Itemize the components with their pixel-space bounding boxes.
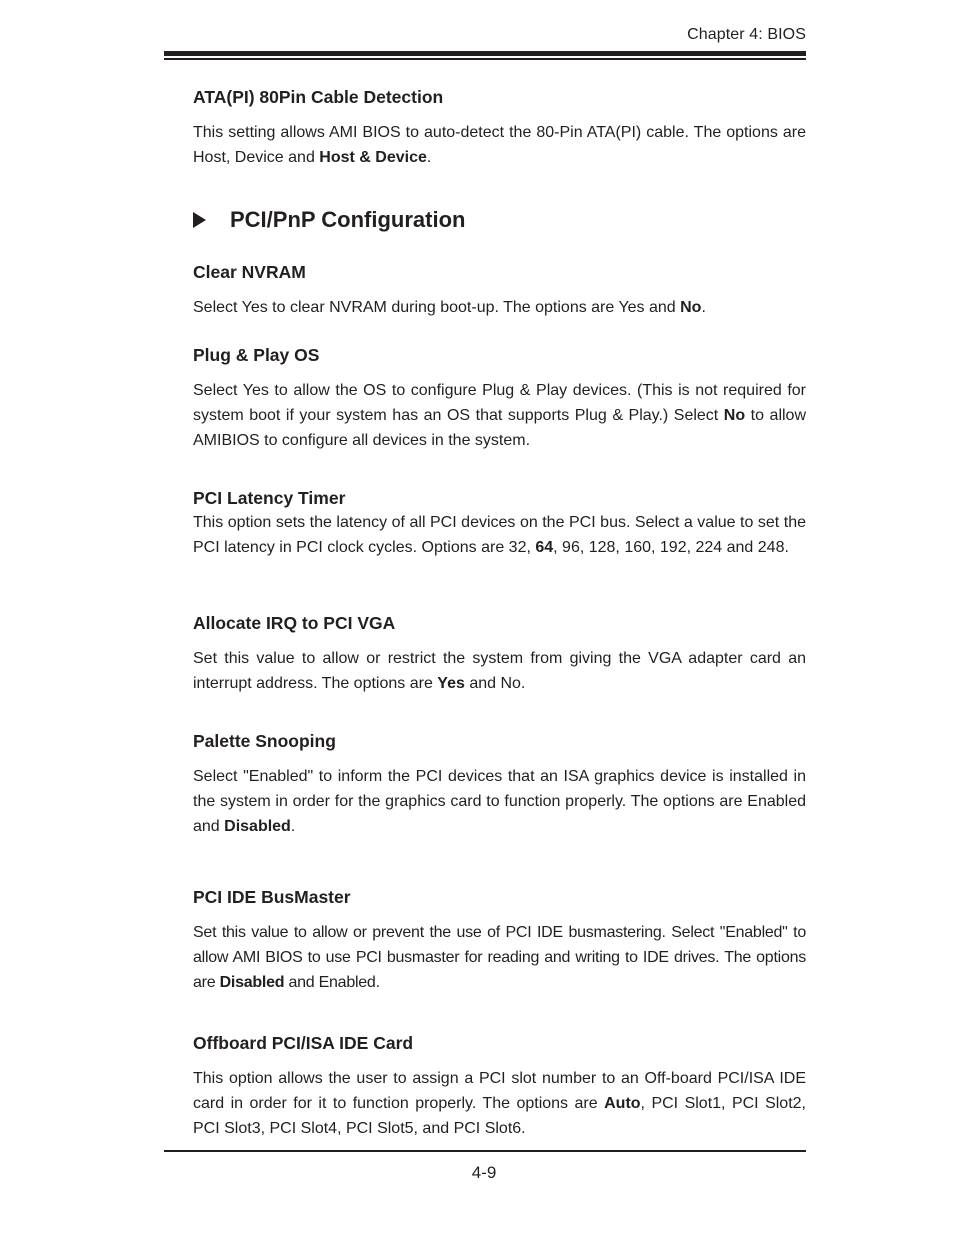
page-number: 4-9 (471, 1163, 497, 1182)
header-rule-thin (164, 58, 806, 60)
section-heading: PCI Latency Timer (193, 488, 346, 508)
section-title-text: PCI/PnP Configuration (230, 207, 466, 232)
section-allocate-irq (193, 612, 806, 696)
default-option: Disabled (219, 974, 285, 991)
section-heading: Allocate IRQ to PCI VGA (193, 613, 396, 633)
section-body: Set this value to allow or restrict the system from giving the VGA adapter card an interrupt address. The options are Yes and No. (193, 650, 806, 692)
section-body: This option sets the latency of all PCI devices on the PCI bus. Select a value to set the PCI latency in PCI clock cycles. Options are 32, 64, 96, 128, 160, 192, 224 and 248. (193, 514, 806, 556)
section-pci-latency-timer (193, 487, 806, 560)
footer-rule (164, 1150, 806, 1152)
default-option: No (680, 299, 702, 316)
section-body: This setting allows AMI BIOS to auto-detect the 80-Pin ATA(PI) cable. The options are Host, Device and Host & Device. (193, 124, 806, 166)
section-heading: Palette Snooping (193, 731, 336, 751)
default-option: Disabled (224, 818, 291, 835)
default-option: 64 (535, 539, 554, 556)
section-body: Select Yes to clear NVRAM during boot-up. The options are Yes and No. (193, 299, 706, 316)
header-rule-thick (164, 51, 806, 56)
section-pci-ide-busmaster (193, 886, 806, 995)
section-plug-play-os (193, 344, 806, 453)
section-palette-snooping (193, 730, 806, 839)
triangle-bullet-icon (193, 212, 206, 228)
section-heading: ATA(PI) 80Pin Cable Detection (193, 87, 444, 107)
default-option: No (723, 407, 746, 424)
chapter-header: Chapter 4: BIOS (687, 26, 806, 43)
section-body: Set this value to allow or prevent the use of PCI IDE busmastering. Select "Enabled" to allow AMI BIOS to use PCI busmaster for reading and writing to IDE drives. The options are Disabled and Enabled. (193, 924, 806, 991)
section-clear-nvram (193, 261, 806, 320)
section-heading: PCI IDE BusMaster (193, 887, 351, 907)
default-option: Auto (604, 1095, 641, 1112)
section-ata-cable-detection (193, 86, 806, 170)
section-body: This option allows the user to assign a PCI slot number to an Off-board PCI/ISA IDE card in order for it to function properly. The options are Auto, PCI Slot1, PCI Slot2, PCI Slot3, PCI Slot4, PCI Slot5, and PCI Slot6. (193, 1070, 806, 1137)
section-heading: Plug & Play OS (193, 345, 320, 365)
section-body: Select "Enabled" to inform the PCI devices that an ISA graphics device is installed in the system in order for the graphics card to function properly. The options are Enabled and Disabled. (193, 768, 806, 835)
section-heading: Clear NVRAM (193, 262, 306, 282)
section-body: Select Yes to allow the OS to configure Plug & Play devices. (This is not required for system boot if your system has an OS that supports Plug & Play.) Select No to allow AMIBIOS to configure all devices in the system. (193, 382, 807, 449)
section-offboard-ide-card (193, 1032, 806, 1141)
default-option: Yes (437, 675, 465, 692)
section-heading: Offboard PCI/ISA IDE Card (193, 1033, 414, 1053)
section-title-pci-pnp (193, 205, 465, 235)
default-option: Host & Device (319, 149, 427, 166)
